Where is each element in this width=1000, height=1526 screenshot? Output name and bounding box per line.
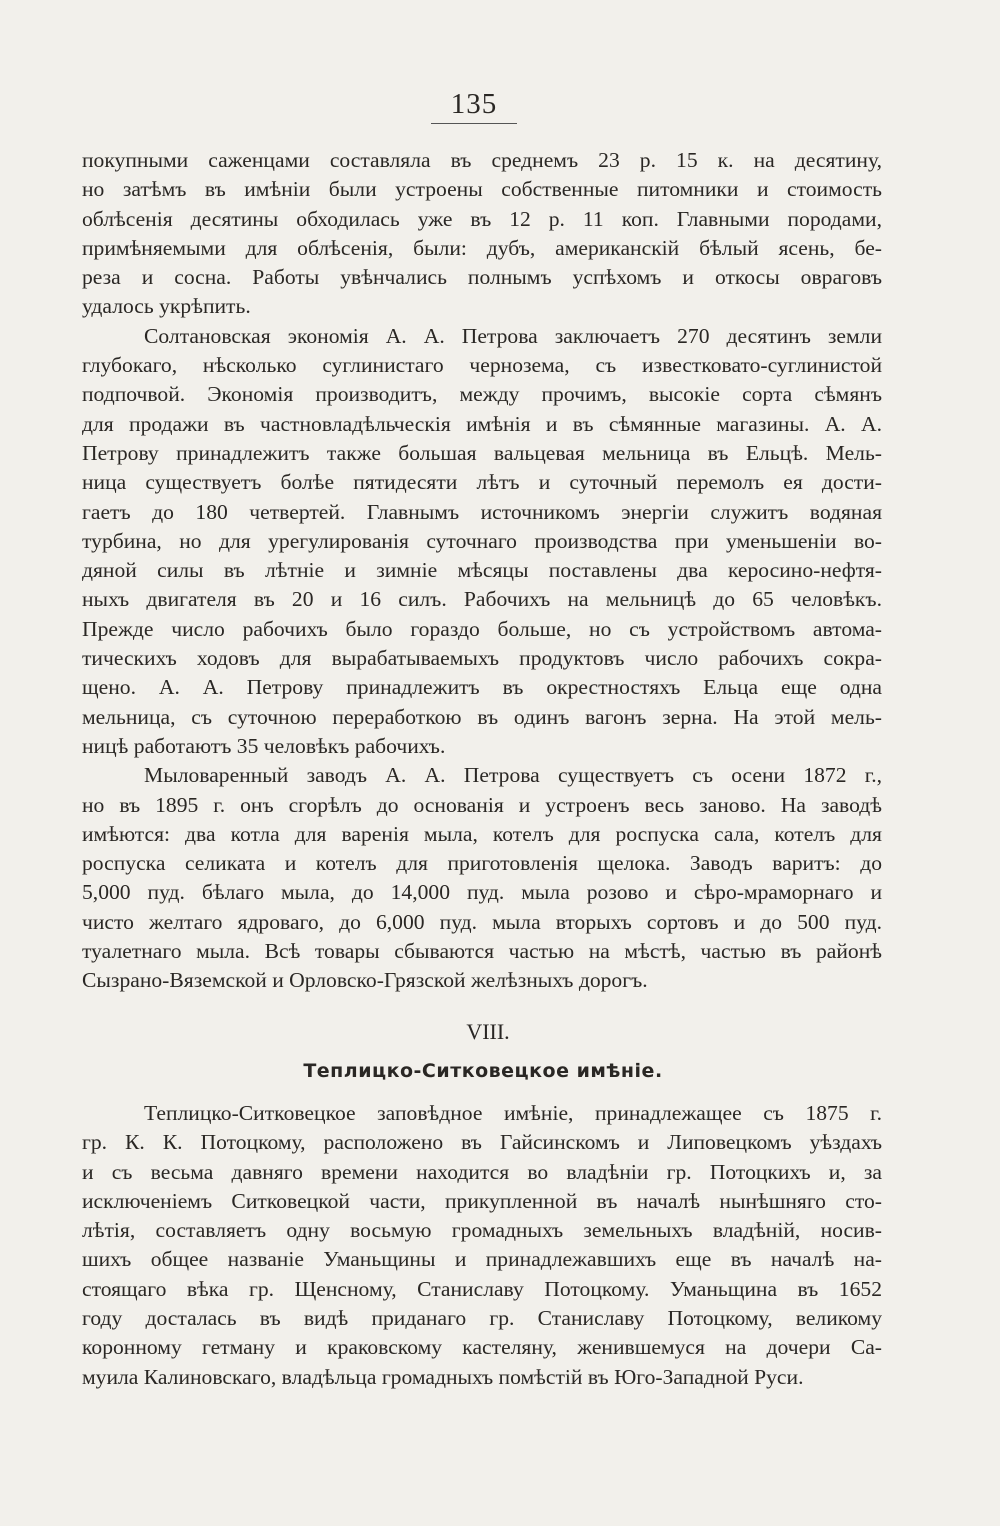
text-line: тическихъ ходовъ для вырабатываемыхъ продуктовъ число рабочихъ сокра-: [82, 646, 882, 671]
text-line: лѣтія, составляетъ одну восьмую громадныхъ земельныхъ владѣній, носив-: [82, 1218, 882, 1243]
text-line: облѣсенія десятины обходилась уже въ 12 р. 11 коп. Главными породами,: [82, 206, 882, 231]
text-line: реза и сосна. Работы увѣнчались полнымъ успѣхомъ и откосы овраговъ: [82, 265, 882, 290]
text-line: Прежде число рабочихъ было гораздо больше, но съ устройствомъ автома-: [82, 616, 882, 641]
text-line: ныхъ двигателя въ 20 и 16 силъ. Рабочихъ на мельницѣ до 65 человѣкъ.: [82, 587, 882, 612]
text-line: стоящаго вѣка гр. Щенсному, Станиславу Потоцкому. Уманьщина въ 1652: [82, 1276, 882, 1301]
text-line: дяной силы въ лѣтніе и зимніе мѣсяцы поставлены два керосино-нефтя-: [82, 558, 882, 583]
text-line: щено. А. А. Петрову принадлежитъ въ окрестностяхъ Ельца еще одна: [82, 675, 882, 700]
text-line: примѣняемыми для облѣсенія, были: дубъ, американскій бѣлый ясень, бе-: [82, 235, 882, 260]
text-line: чисто желтаго ядроваго, до 6,000 пуд. мыла вторыхъ сортовъ и до 500 пуд.: [82, 909, 882, 934]
chapter-title: Теплицко-Ситковецкое имѣніе.: [303, 1060, 663, 1082]
text-line: роспуска селиката и котелъ для приготовленія щелока. Заводъ варитъ: до: [82, 851, 882, 876]
page-number-rule: [431, 123, 517, 124]
text-line: муила Калиновскаго, владѣльца громадныхъ помѣстій въ Юго-Западной Руси.: [82, 1364, 804, 1389]
text-line: удалось укрѣпить.: [82, 294, 251, 319]
text-line: гр. К. К. Потоцкому, расположено въ Гайсинскомъ и Липовецкомъ уѣздахъ: [82, 1130, 882, 1155]
text-line: Солтановская экономія А. А. Петрова заключаетъ 270 десятинъ земли: [144, 323, 882, 348]
text-line: гаетъ до 180 четвертей. Главнымъ источникомъ энергіи служитъ водяная: [82, 499, 882, 524]
text-line: туалетнаго мыла. Всѣ товары сбываются частью на мѣстѣ, частью въ районѣ: [82, 939, 882, 964]
text-line: Петрову принадлежитъ также большая вальцевая мельница въ Ельцѣ. Мель-: [82, 440, 882, 465]
text-line: глубокаго, нѣсколько суглинистаго чернозема, съ известковато-суглинистой: [82, 353, 882, 378]
text-line: мельница, съ суточною переработкою въ одинъ вагонъ зерна. На этой мель-: [82, 704, 882, 729]
text-block-2: [82, 1099, 882, 1392]
text-line: и съ весьма давняго времени находится во владѣніи гр. Потоцкихъ и, за: [82, 1159, 882, 1184]
text-line: имѣются: два котла для варенія мыла, котелъ для роспуска сала, котелъ для: [82, 821, 882, 846]
text-line: но затѣмъ въ имѣніи были устроены собственные питомники и стоимость: [82, 177, 882, 202]
page-number: 135: [450, 88, 498, 120]
text-line: году досталась въ видѣ приданаго гр. Станиславу Потоцкому, великому: [82, 1306, 882, 1331]
text-line: 5,000 пуд. бѣлаго мыла, до 14,000 пуд. мыла розово и сѣро-мраморнаго и: [82, 880, 882, 905]
text-line: Мыловаренный заводъ А. А. Петрова существуетъ съ осени 1872 г.,: [144, 763, 882, 788]
text-line: шихъ общее названіе Уманьщины и принадлежавшихъ еще въ началѣ на-: [82, 1247, 882, 1272]
text-line: турбина, но для урегулированія суточнаго производства при уменьшеніи во-: [82, 528, 882, 553]
chapter-number: VIII.: [466, 1019, 510, 1044]
text-line: исключеніемъ Ситковецкой части, прикупленной въ началѣ нынѣшняго сто-: [82, 1188, 882, 1213]
text-line: но въ 1895 г. онъ сгорѣлъ до основанія и устроенъ весь заново. На заводѣ: [82, 792, 882, 817]
text-line: ницѣ работаютъ 35 человѣкъ рабочихъ.: [82, 733, 446, 758]
text-line: для продажи въ частновладѣльческія имѣнія и въ сѣмянные магазины. А. А.: [82, 411, 882, 436]
text-block-1: [82, 146, 882, 996]
text-line: коронному гетману и краковскому кастеляну, женившемуся на дочери Са-: [82, 1335, 882, 1360]
text-line: ница существуетъ болѣе пятидесяти лѣтъ и суточный перемолъ ея дости-: [82, 470, 882, 495]
text-line: Сызрано-Вяземской и Орловско-Грязской желѣзныхъ дорогъ.: [82, 968, 648, 993]
text-line: Теплицко-Ситковецкое заповѣдное имѣніе, принадлежащее съ 1875 г.: [144, 1101, 882, 1125]
text-line: покупными саженцами составляла въ среднемъ 23 р. 15 к. на десятину,: [82, 148, 882, 172]
text-line: подпочвой. Экономія производитъ, между прочимъ, высокіе сорта сѣмянъ: [82, 382, 882, 407]
